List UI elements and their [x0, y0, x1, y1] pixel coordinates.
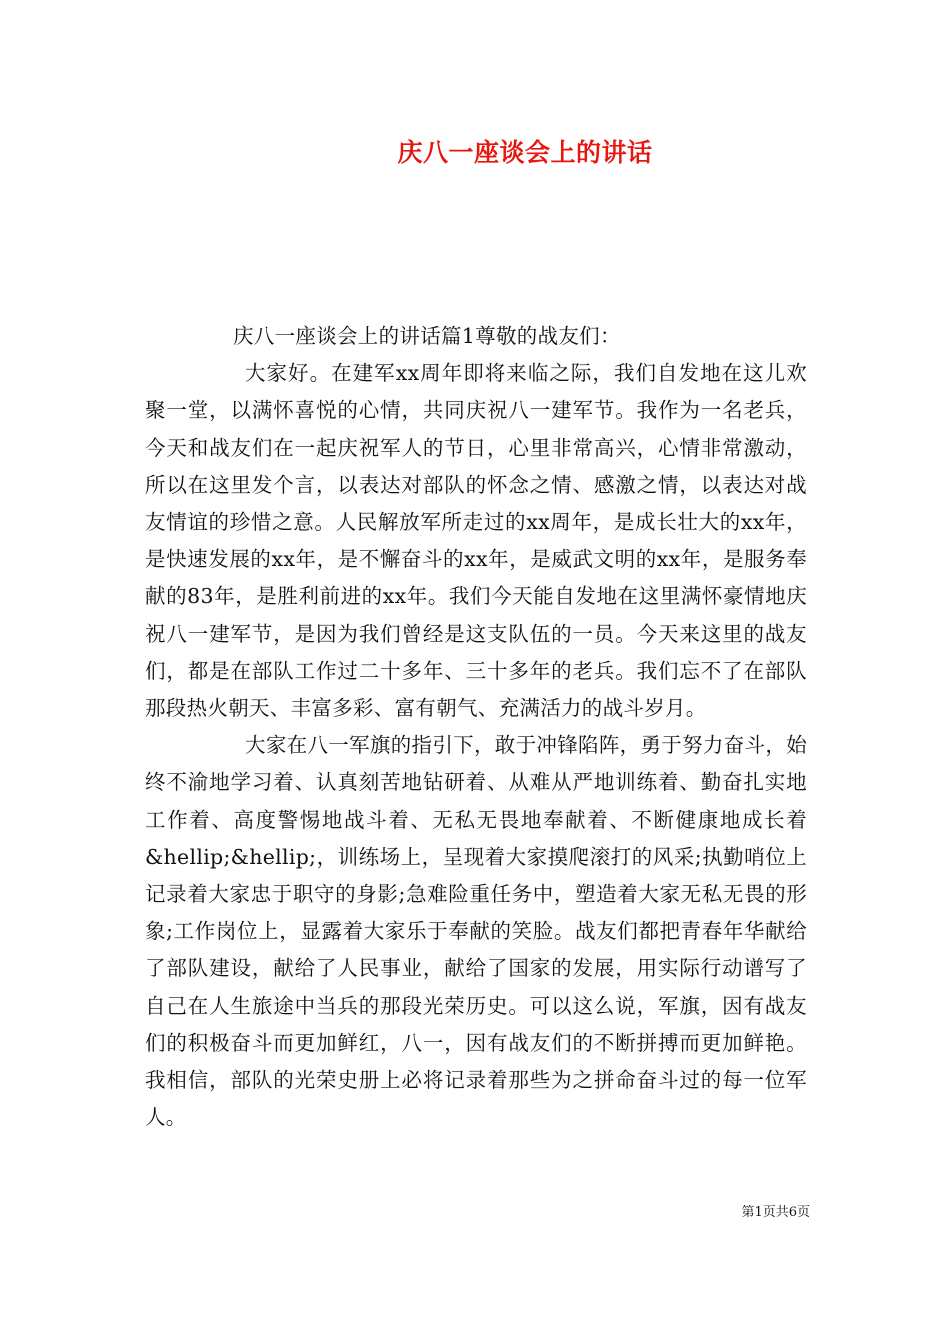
paragraph-2: 大家在八一军旗的指引下，敢于冲锋陷阵，勇于努力奋斗，始终不渝地学习着、认真刻苦地钻研着、从难从严地训练着、勤奋扎实地工作着、高度警惕地战斗着、无私无畏地奉献着、不断健康地成长着&hellip;&hellip;，训练场上，呈现着大家摸爬滚打的风采;执勤哨位上记录着大家忠于职守的身影;急难险重任务中，塑造着大家无私无畏的形象;工作岗位上，显露着大家乐于奉献的笑脸。战友们都把青春年华献给了部队建设，献给了人民事业，献给了国家的发展，用实际行动谱写了自己在人生旅途中当兵的那段光荣历史。可以这么说，军旗，因有战友们的积极奋斗而更加鲜红，八一，因有战友们的不断拼搏而更加鲜艳。我相信，部队的光荣史册上必将记录着那些为之拼命奋斗过的每一位军人。: [145, 733, 807, 1130]
document-title: 庆八一座谈会上的讲话: [397, 138, 653, 167]
paragraph-1: 大家好。在建军xx周年即将来临之际，我们自发地在这儿欢聚一堂，以满怀喜悦的心情，共同庆祝八一建军节。我作为一名老兵，今天和战友们在一起庆祝军人的节日，心里非常高兴，心情非常激动，所以在这里发个言，以表达对部队的怀念之情、感激之情，以表达对战友情谊的珍惜之意。人民解放军所走过的xx周年，是成长壮大的xx年，是快速发展的xx年，是不懈奋斗的xx年，是威武文明的xx年，是服务奉献的83年，是胜利前进的xx年。我们今天能自发地在这里满怀豪情地庆祝八一建军节，是因为我们曾经是这支队伍的一员。今天来这里的战友们，都是在部队工作过二十多年、三十多年的老兵。我们忘不了在部队那段热火朝天、丰富多彩、富有朝气、充满活力的战斗岁月。: [145, 361, 807, 721]
intro-line: 庆八一座谈会上的讲话篇1尊敬的战友们：: [233, 324, 621, 348]
page-number-footer: 第1页共6页: [741, 1205, 810, 1220]
document-body: [145, 318, 807, 1136]
